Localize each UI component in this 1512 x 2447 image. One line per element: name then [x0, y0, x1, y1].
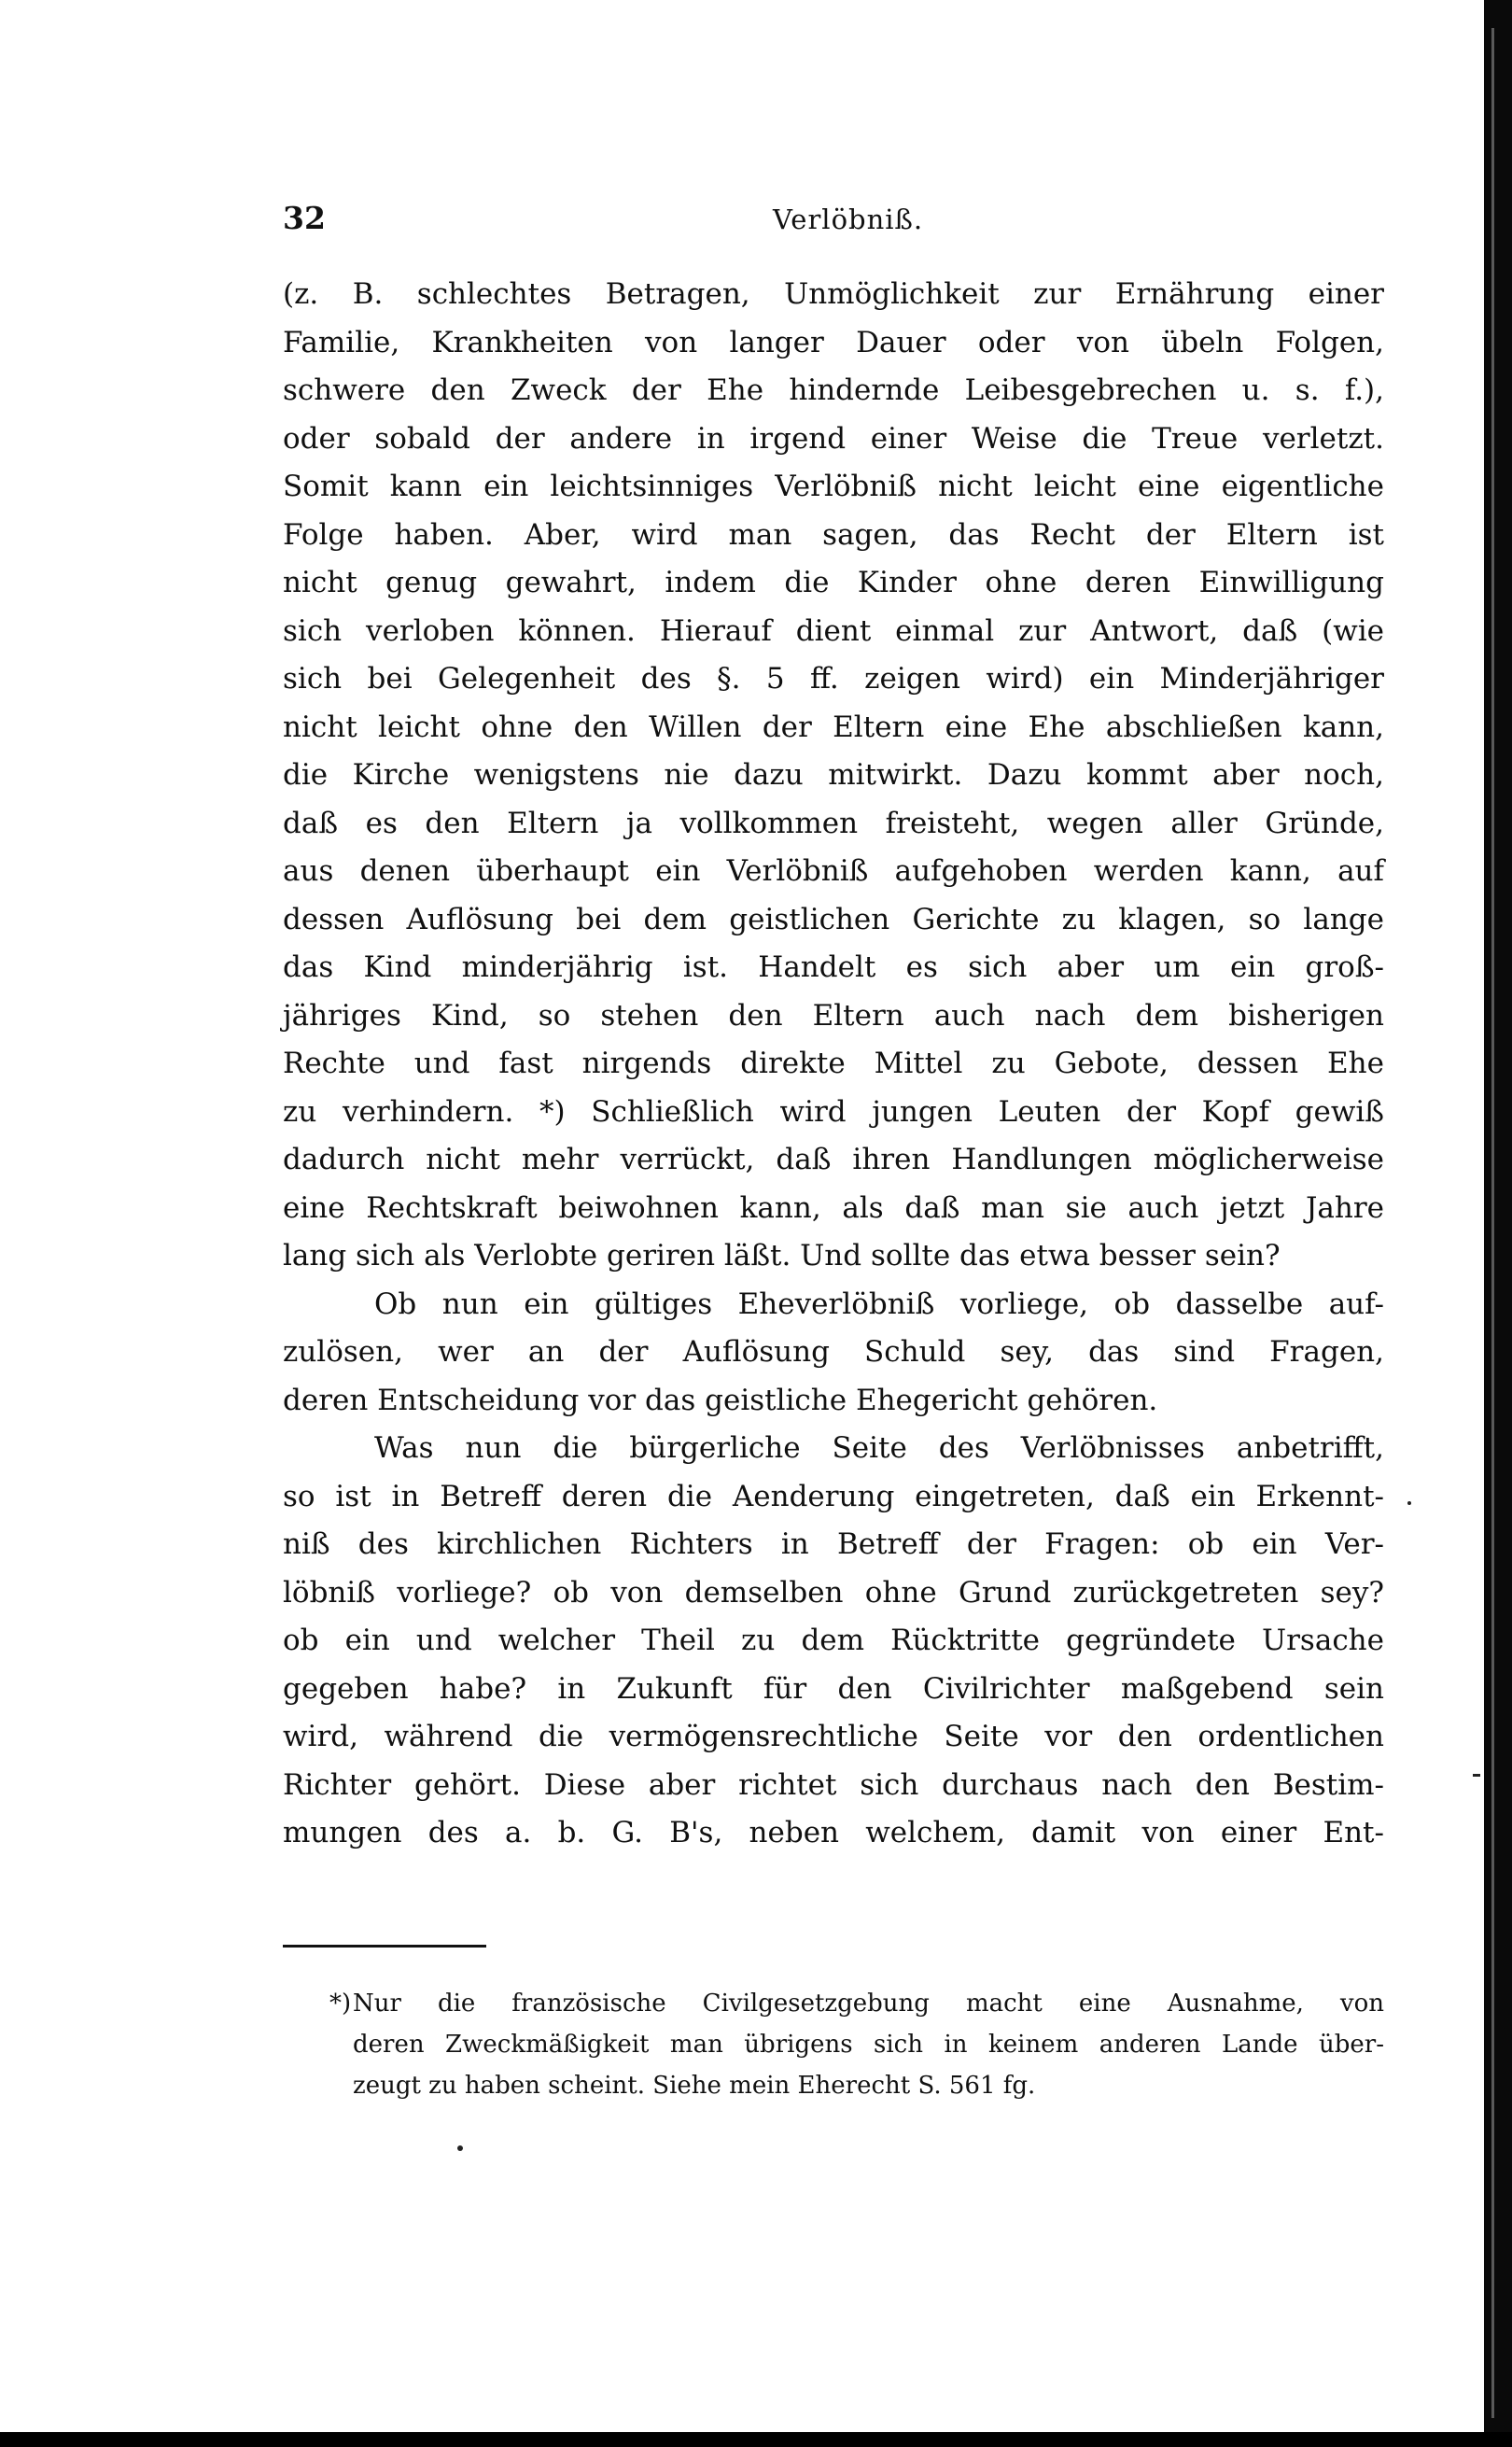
text-line: sich verloben können. Hierauf dient einmal zur Antwort, daß (wie	[283, 613, 1384, 648]
running-head	[283, 200, 1384, 246]
paragraph-start-line: Was nun die bürgerliche Seite des Verlöbnisses anbetrifft,	[374, 1431, 1384, 1465]
text-line: schwere den Zweck der Ehe hindernde Leibesgebrechen u. s. f.),	[283, 373, 1384, 407]
footnote-line: Nur die französische Civilgesetzgebung macht eine Ausnahme, von	[353, 1990, 1384, 2018]
text-line: deren Entscheidung vor das geistliche Ehegericht gehören.	[283, 1383, 1158, 1417]
text-line: zu verhindern. *) Schließlich wird jungen Leuten der Kopf gewiß	[283, 1094, 1384, 1129]
text-line: gegeben habe? in Zukunft für den Civilrichter maßgebend sein	[283, 1671, 1384, 1706]
text-line: lang sich als Verlobte geriren läßt. Und sollte das etwa besser sein?	[283, 1239, 1281, 1273]
footnote-marker: *)	[329, 1990, 352, 2018]
footnote-rule	[283, 1945, 486, 1948]
text-line: nicht leicht ohne den Willen der Eltern eine Ehe abschließen kann,	[283, 710, 1384, 744]
page-bottom-edge	[0, 2432, 1512, 2447]
text-line: löbniß vorliege? ob von demselben ohne Grund zurückgetreten sey?	[283, 1575, 1384, 1610]
text-line: das Kind minderjährig ist. Handelt es sich aber um ein groß-	[283, 950, 1384, 984]
text-line: dessen Auflösung bei dem geistlichen Gerichte zu klagen, so lange	[283, 902, 1384, 936]
text-line: ob ein und welcher Theil zu dem Rücktritte gegründete Ursache	[283, 1624, 1384, 1657]
text-line: Somit kann ein leichtsinniges Verlöbniß nicht leicht eine eigentliche	[283, 470, 1384, 503]
text-line: (z. B. schlechtes Betragen, Unmöglichkeit zur Ernährung einer	[283, 277, 1384, 311]
text-line: wird, während die vermögensrechtliche Seite vor den ordentlichen	[283, 1720, 1384, 1753]
text-line: so ist in Betreff deren die Aenderung eingetreten, daß ein Erkennt-	[283, 1479, 1384, 1513]
ink-speck	[457, 2145, 463, 2151]
text-line: daß es den Eltern ja vollkommen freisteht, wegen aller Gründe,	[283, 806, 1384, 840]
text-line: die Kirche wenigstens nie dazu mitwirkt. Dazu kommt aber noch,	[283, 758, 1384, 792]
page-number: 32	[283, 200, 326, 236]
ink-speck	[1407, 1501, 1411, 1505]
ink-speck	[1473, 1774, 1480, 1777]
text-line: mungen des a. b. G. B's, neben welchem, damit von einer Ent-	[283, 1816, 1384, 1849]
text-line: Richter gehört. Diese aber richtet sich durchaus nach den Bestim-	[283, 1767, 1384, 1802]
page-edge-shadow	[1484, 0, 1512, 2447]
text-line: eine Rechtskraft beiwohnen kann, als daß man sie auch jetzt Jahre	[283, 1190, 1384, 1225]
running-title: Verlöbniß.	[773, 204, 924, 235]
text-line: Folge haben. Aber, wird man sagen, das Recht der Eltern ist	[283, 517, 1384, 552]
text-line: nicht genug gewahrt, indem die Kinder ohne deren Einwilligung	[283, 566, 1384, 599]
footnote-line: deren Zweckmäßigkeit man übrigens sich in keinem anderen Lande über-	[353, 2031, 1384, 2059]
text-line: Familie, Krankheiten von langer Dauer oder von übeln Folgen,	[283, 325, 1384, 359]
footnote-line: zeugt zu haben scheint. Siehe mein Eherecht S. 561 fg.	[353, 2072, 1036, 2100]
text-line: niß des kirchlichen Richters in Betreff der Fragen: ob ein Ver-	[283, 1527, 1384, 1561]
text-line: aus denen überhaupt ein Verlöbniß aufgehoben werden kann, auf	[283, 854, 1384, 888]
text-line: Rechte und fast nirgends direkte Mittel zu Gebote, dessen Ehe	[283, 1047, 1384, 1080]
text-line: jähriges Kind, so stehen den Eltern auch nach dem bisherigen	[283, 998, 1384, 1033]
page-edge-line	[1491, 28, 1494, 2418]
footnote	[353, 1983, 1384, 2106]
paragraph-start-line: Ob nun ein gültiges Eheverlöbniß vorliege, ob dasselbe auf-	[374, 1287, 1384, 1321]
body-text	[283, 271, 1384, 1858]
text-line: sich bei Gelegenheit des §. 5 ff. zeigen wird) ein Minderjähriger	[283, 662, 1384, 696]
text-line: zulösen, wer an der Auflösung Schuld sey, das sind Fragen,	[283, 1335, 1384, 1369]
text-line: oder sobald der andere in irgend einer Weise die Treue verletzt.	[283, 421, 1384, 456]
text-line: dadurch nicht mehr verrückt, daß ihren Handlungen möglicherweise	[283, 1143, 1384, 1176]
